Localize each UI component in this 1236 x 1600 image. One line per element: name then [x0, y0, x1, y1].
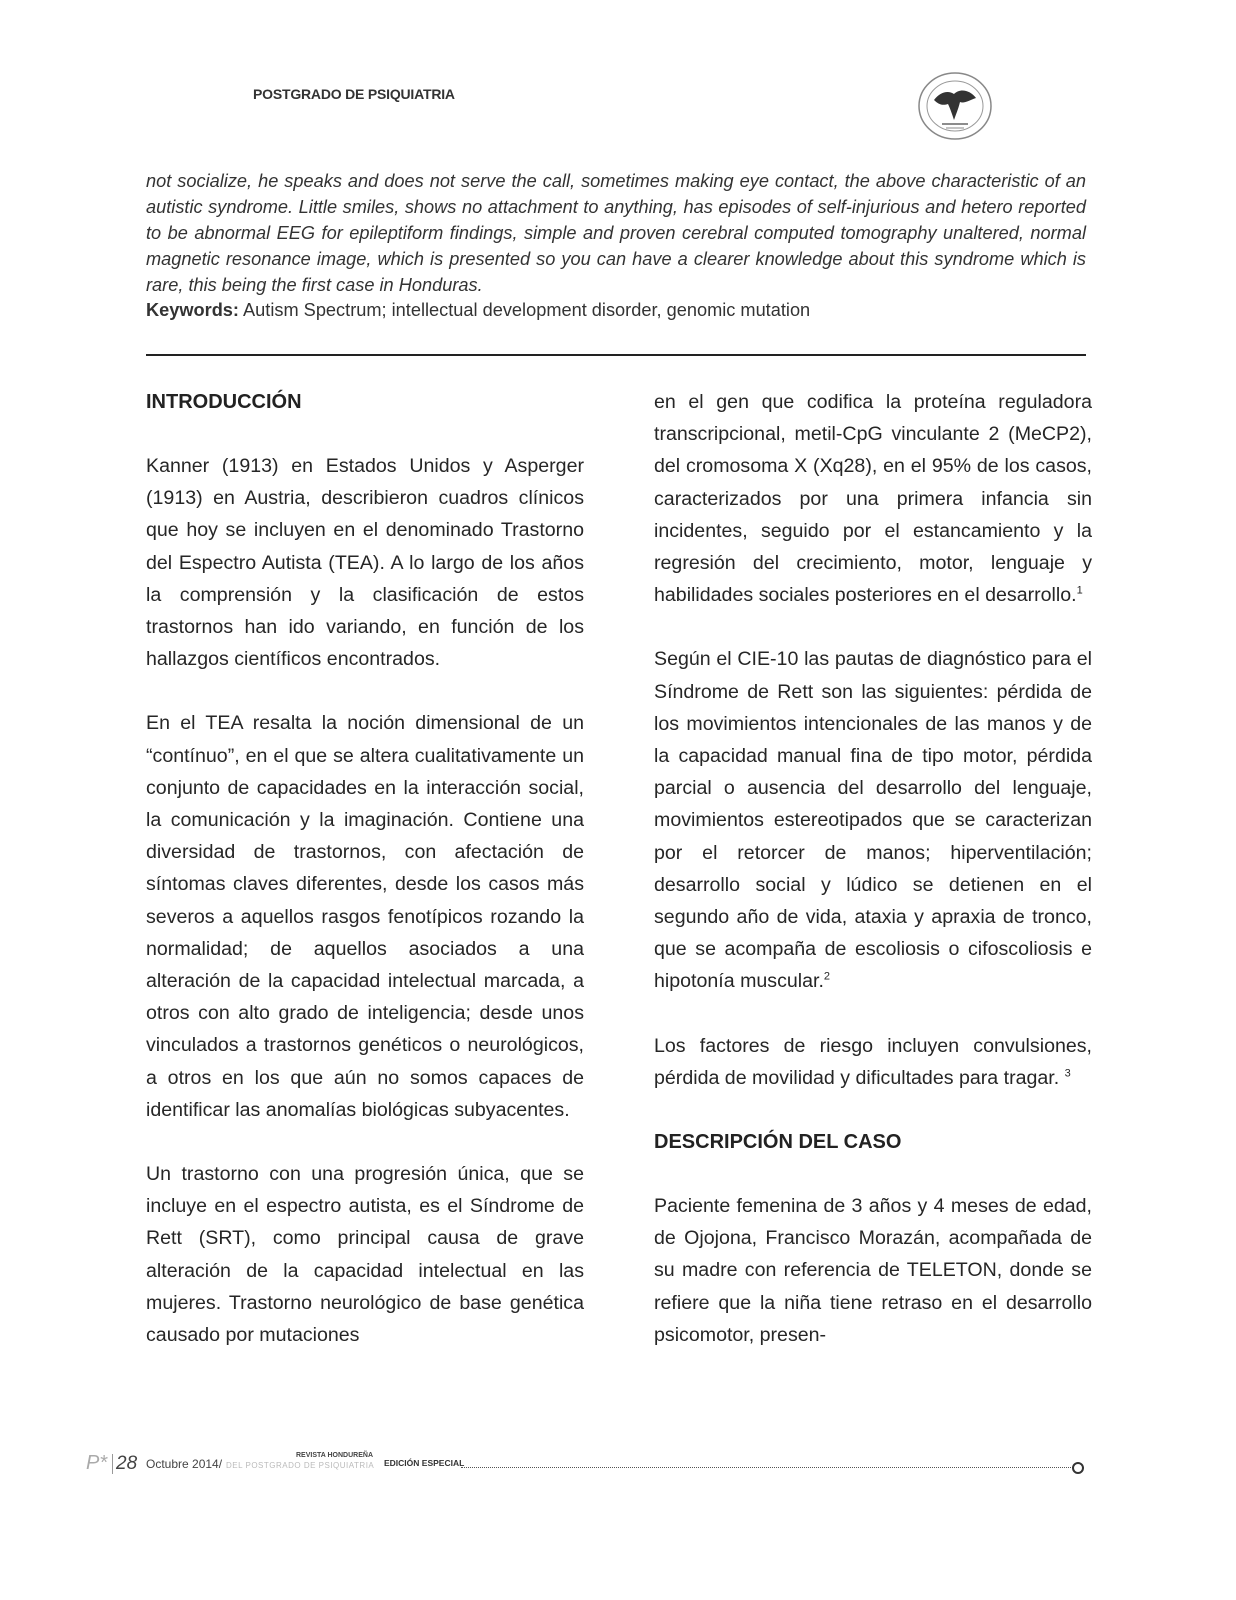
page-footer [86, 1452, 1086, 1480]
right-column [654, 386, 1092, 1351]
intro-paragraph-3: Un trastorno con una progresión única, que se incluye en el espectro autista, es el Síndrome de Rett (SRT), como principal causa de grave alteración de la capacidad intelectual en las mujeres. Trastorno neurológico de base genética causado por mutaciones [146, 1163, 584, 1347]
intro-paragraph-4-text: en el gen que codifica la proteína reguladora transcripcional, metil-CpG vinculante 2 (MeCP2), del cromosoma X (Xq28), en el 95% de los casos, caracterizados por una primera infancia sin incidentes, seguido por el estancamiento y la regresión del crecimiento, motor, lenguaje y habilidades sociales posteriores en el desarrollo. [654, 391, 1092, 607]
keywords-text: Autism Spectrum; intellectual development disorder, genomic mutation [243, 300, 811, 320]
issue-date: Octubre 2014/ [146, 1457, 223, 1471]
intro-paragraph-4 [654, 386, 1092, 611]
edition-label: EDICIÓN ESPECIAL [384, 1458, 465, 1468]
case-description-heading: DESCRIPCIÓN DEL CASO [654, 1131, 902, 1154]
reference-2: 2 [823, 970, 831, 983]
magazine-name-top: REVISTA HONDUREÑA [296, 1452, 374, 1459]
intro-paragraph-5 [654, 643, 1092, 997]
intro-paragraph-6 [654, 1030, 1092, 1094]
reference-3: 3 [1064, 1067, 1071, 1080]
keywords-label: Keywords: [146, 300, 239, 320]
footer-logo-mark: P* [86, 1452, 108, 1474]
running-header-title: POSTGRADO DE PSIQUIATRIA [253, 86, 455, 102]
section-divider [146, 354, 1086, 356]
postgrado-seal-icon [914, 70, 996, 146]
footer-separator [112, 1454, 113, 1474]
footer-circle-icon [1072, 1462, 1084, 1474]
page-number: 28 [116, 1453, 138, 1474]
abstract-text: not socialize, he speaks and does not serve the call, sometimes making eye contact, the above characteristic of an autistic syndrome. Little smiles, shows no attachment to anything, has episodes of self-injurious and hetero reported to be abnormal EEG for epileptiform findings, simple and proven cerebral computed tomography unaltered, normal magnetic resonance image, which is presented so you can have a clearer knowledge about this syndrome which is rare, this being the first case in Honduras. [146, 171, 1086, 295]
case-paragraph-1: Paciente femenina de 3 años y 4 meses de edad, de Ojojona, Francisco Morazán, acompañada de su madre con referencia de TELETON, donde se refiere que la niña tiene retraso en el desarrollo psicomotor, presen- [654, 1195, 1092, 1346]
magazine-name-bottom: DEL POSTGRADO DE PSIQUIATRIA [226, 1461, 375, 1470]
intro-paragraph-6-text: Los factores de riesgo incluyen convulsiones, pérdida de movilidad y dificultades para tragar. [654, 1034, 1092, 1089]
introduction-heading: INTRODUCCIÓN [146, 391, 302, 413]
left-column [146, 386, 584, 1351]
keywords-line [146, 297, 1086, 323]
footer-dotted-leader [461, 1467, 1071, 1468]
intro-paragraph-2: En el TEA resalta la noción dimensional de un “contínuo”, en el que se altera cualitativamente un conjunto de capacidades en la interacción social, la comunicación y la imaginación. Contiene una diversidad de trastornos, con afectación de síntomas claves diferentes, desde los casos más severos a aquellos rasgos fenotípicos rozando la normalidad; de aquellos asociados a una alteración de la capacidad intelectual marcada, a otros con alto grado de inteligencia; desde unos vinculados a trastornos genéticos o neurológicos, a otros en los que aún no somos capaces de identificar las anomalías biológicas subyacentes. [146, 712, 584, 1121]
intro-paragraph-1: Kanner (1913) en Estados Unidos y Asperger (1913) en Austria, describieron cuadros clínicos que hoy se incluyen en el denominado Trastorno del Espectro Autista (TEA). A lo largo de los años la comprensión y la clasificación de estos trastornos han ido variando, en función de los hallazgos científicos encontrados. [146, 455, 584, 671]
reference-1: 1 [1076, 584, 1083, 597]
intro-paragraph-5-text: Según el CIE-10 las pautas de diagnóstico para el Síndrome de Rett son las siguientes: pérdida de los movimientos intencionales de las manos y de la capacidad manual fina de tipo motor, pérdida parcial o ausencia del desarrollo del lenguaje, movimientos estereotipados que se caracterizan por el retorcer de manos; hiperventilación; desarrollo social y lúdico se detienen en el segundo año de vida, ataxia y apraxia de tronco, que se acompaña de escoliosis o cifoscoliosis e hipotonía muscular. [654, 648, 1092, 993]
